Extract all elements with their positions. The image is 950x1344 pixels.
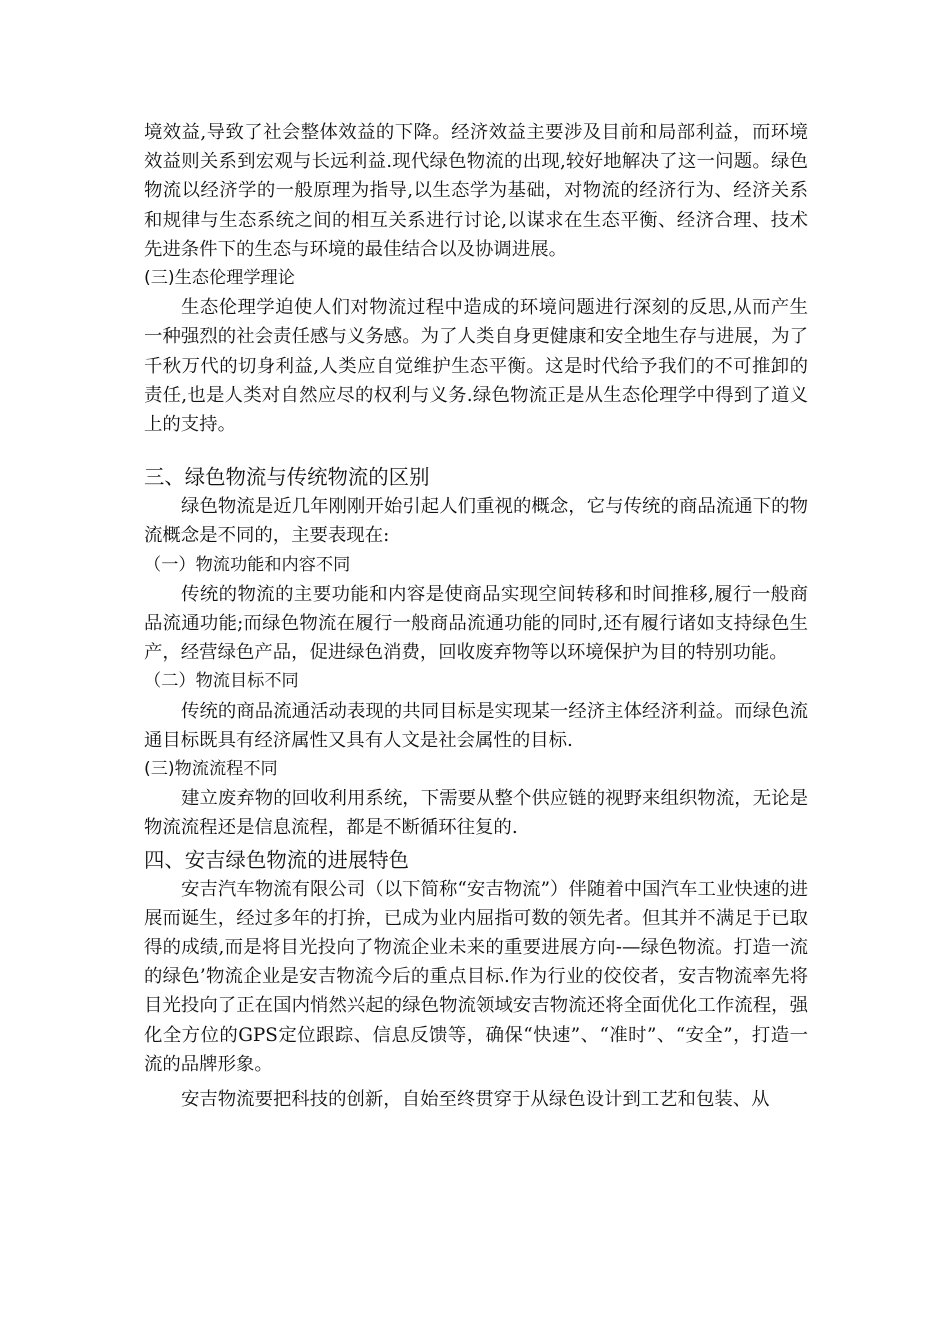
section-heading-3: 三、绿色物流与传统物流的区别 — [144, 465, 430, 490]
paragraph-anji-intro: 安吉汽车物流有限公司（以下简称“安吉物流”）伴随着中国汽车工业快速的进展而诞生，经过多年的打拚，已成为业内屈指可数的领先者。但其并不满足于已取得的成绩,而是将目光投向了物流企业未来的重要进展方向-—绿色物流。打造一流的绿色’物流企业是安吉物流今后的重点目标.作为行业的佼佼者，安吉物流率先将目光投向了正在国内悄然兴起的绿色物流领域安吉物流还将全面优化工作流程，强化全方位的GPS定位跟踪、信息反馈等，确保“快速”、“准时”、“安全”，打造一流的品牌形象。 — [144, 878, 808, 1075]
subheading-goal: （二）物流目标不同 — [144, 671, 299, 692]
paragraph-benefits: 境效益,导致了社会整体效益的下降。经济效益主要涉及目前和局部利益，而环境效益则关系到宏观与长远利益.现代绿色物流的出现,较好地解决了这一问题。绿色物流以经济学的一般原理为指导,以生态学为基础，对物流的经济行为、经济关系和规律与生态系统之间的相互关系进行讨论,以谋求在生态平衡、经济合理、技术先进条件下的生态与环境的最佳结合以及协调进展。 — [144, 122, 808, 260]
document-page — [144, 118, 808, 1114]
paragraph-function: 传统的物流的主要功能和内容是使商品实现空间转移和时间推移,履行一般商品流通功能;而绿色物流在履行一般商品流通功能的同时,还有履行诸如支持绿色生产，经营绿色产品，促进绿色消费，回收废弃物等以环境保护为目的特别功能。 — [144, 583, 808, 664]
subheading-function: （一）物流功能和内容不同 — [144, 554, 351, 575]
subheading-process: (三)物流流程不同 — [144, 759, 278, 780]
paragraph-ecological-ethics: 生态伦理学迫使人们对物流过程中造成的环境问题进行深刻的反思,从而产生一种强烈的社会责任感与义务感。为了人类自身更健康和安全地生存与进展，为了千秋万代的切身利益,人类应自觉维护生态平衡。这是时代给予我们的不可推卸的责任,也是人类对自然应尽的权利与义务.绿色物流正是从生态伦理学中得到了道义上的支持。 — [144, 297, 808, 436]
paragraph-goal: 传统的商品流通活动表现的共同目标是实现某一经济主体经济利益。而绿色流通目标既具有经济属性又具有人文是社会属性的目标. — [144, 700, 808, 751]
paragraph-difference-intro: 绿色物流是近几年刚刚开始引起人们重视的概念，它与传统的商品流通下的物流概念是不同的，主要表现在: — [144, 496, 808, 547]
section-heading-4: 四、安吉绿色物流的进展特色 — [144, 847, 410, 872]
subheading-ecological-ethics: (三)生态伦理学理论 — [144, 268, 295, 289]
paragraph-process: 建立废弃物的回收利用系统，下需要从整个供应链的视野来组织物流，无论是物流流程还是信息流程，都是不断循环往复的. — [144, 788, 808, 839]
paragraph-anji-tech: 安吉物流要把科技的创新，自始至终贯穿于从绿色设计到工艺和包装、从 — [181, 1089, 770, 1111]
